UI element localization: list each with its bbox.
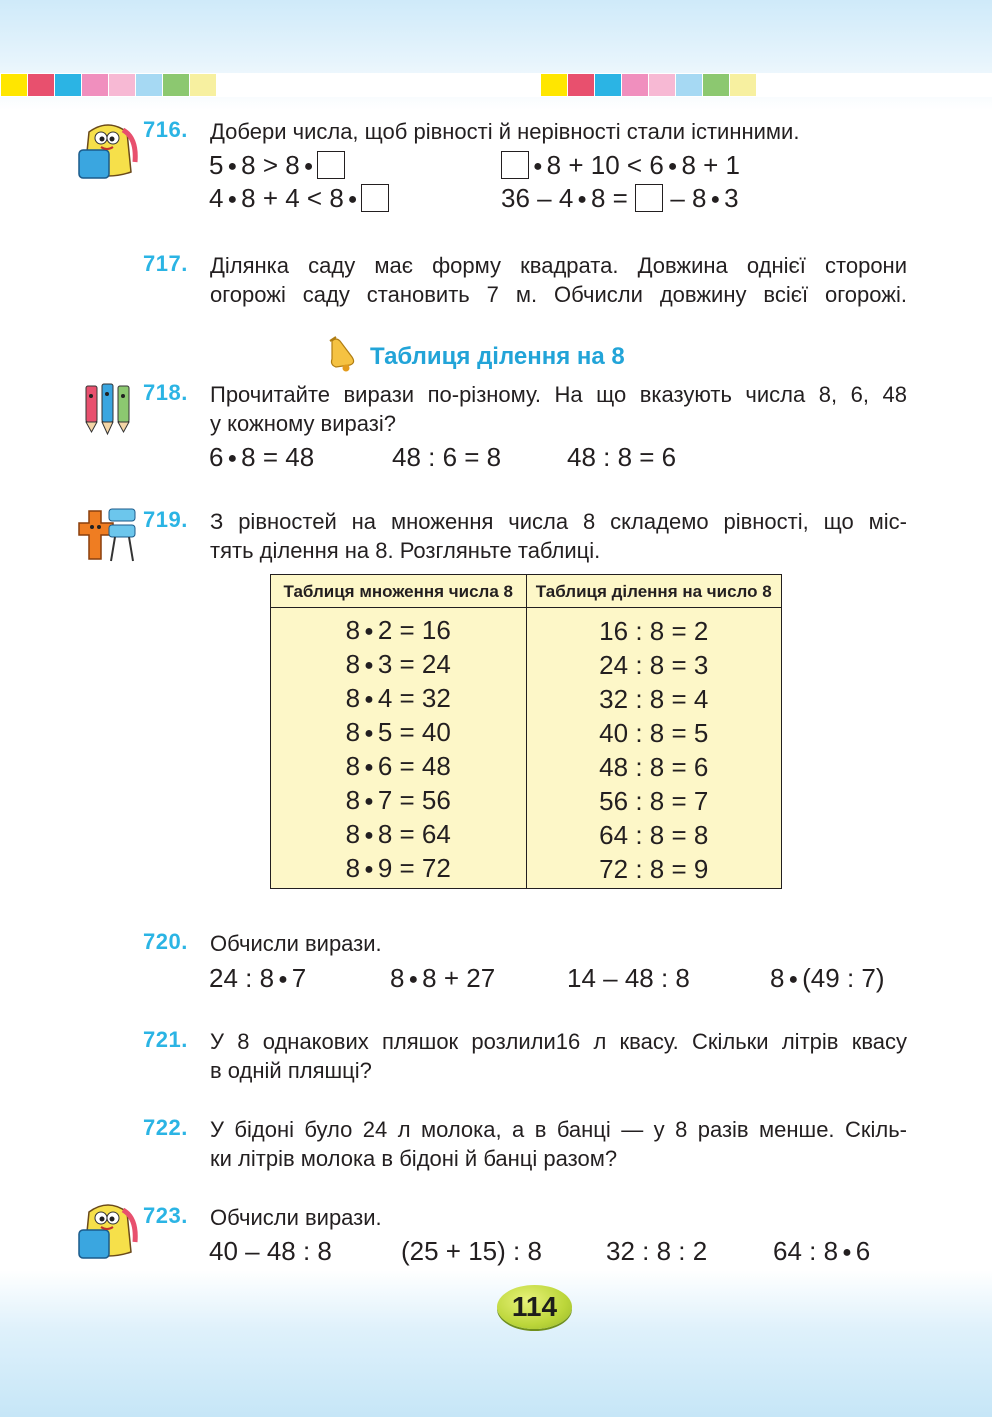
strip-cell — [621, 73, 648, 97]
expr-part: 5 — [209, 150, 224, 180]
expression-4 — [773, 1236, 870, 1267]
expr-part: 8 — [345, 853, 361, 883]
strip-cell — [54, 73, 81, 97]
expression-3: 48 : 8 = 6 — [567, 442, 677, 472]
division-cell: 72 : 8 = 9 — [526, 852, 782, 889]
strip-cell — [540, 73, 567, 97]
multiply-dot: ● — [278, 971, 288, 988]
multiply-dot: ● — [364, 827, 374, 844]
strip-cell — [27, 73, 54, 97]
multiplication-cell — [271, 648, 527, 682]
strip-cell — [513, 73, 540, 97]
expr-part: (49 : 7) — [802, 963, 885, 993]
expr-part: 8 — [390, 963, 405, 993]
multiplication-division-table — [270, 574, 782, 889]
expr-part: 3 — [724, 183, 739, 213]
expression-3: 14 – 48 : 8 — [567, 963, 690, 993]
expr-part: 7 — [291, 963, 307, 993]
strip-cell — [729, 73, 756, 97]
inequality-2 — [501, 150, 740, 181]
task-number: 721. — [143, 1027, 188, 1052]
multiply-dot: ● — [227, 450, 238, 467]
task-number: 720. — [143, 929, 188, 954]
strip-cell — [891, 73, 918, 97]
task-number: 717. — [143, 251, 188, 276]
strip-cell — [702, 73, 729, 97]
strip-cell — [756, 73, 783, 97]
bell-icon — [326, 335, 360, 378]
expr-part: 36 – 4 — [501, 183, 574, 213]
expr-part: 64 : 8 — [773, 1236, 839, 1266]
strip-cell — [837, 73, 864, 97]
expr-part: 8 — [345, 717, 361, 747]
expr-part: 8 — [345, 819, 361, 849]
task-text-line1: З рівностей на множення числа 8 складемо рівності, що міс- — [210, 509, 907, 534]
decorative-color-strip — [0, 73, 992, 100]
expr-part: 6 — [209, 442, 224, 472]
multiplication-cell — [271, 784, 527, 818]
table-header-multiplication: Таблиця множення числа 8 — [271, 575, 527, 608]
expr-part: 6 = 48 — [377, 751, 451, 781]
expr-part: 8 + 27 — [422, 963, 496, 993]
expression-2: 48 : 6 = 8 — [392, 442, 502, 472]
multiply-dot: ● — [364, 861, 374, 878]
page-number: 114 — [511, 1291, 558, 1322]
strip-cell — [108, 73, 135, 97]
strip-cell — [351, 73, 378, 97]
expr-part: 8 > 8 — [241, 150, 300, 180]
strip-cell — [594, 73, 621, 97]
table-row — [271, 852, 782, 889]
pencils-icon — [80, 380, 142, 441]
division-cell: 48 : 8 = 6 — [526, 750, 782, 784]
strip-cell — [675, 73, 702, 97]
multiply-dot: ● — [364, 725, 374, 742]
task-text: Обчисли вирази. — [210, 1205, 382, 1230]
expr-part: 8 + 10 < 6 — [546, 150, 664, 180]
expr-part: 5 = 40 — [377, 717, 451, 747]
multiply-dot: ● — [364, 691, 374, 708]
table-row — [271, 716, 782, 750]
inequality-1 — [209, 150, 345, 181]
expr-part: 2 = 16 — [377, 615, 451, 645]
expression-2 — [390, 963, 495, 994]
answer-box[interactable] — [635, 184, 663, 212]
page-number-badge — [497, 1285, 572, 1329]
expr-part: 8 = 64 — [377, 819, 451, 849]
expr-part: 4 — [209, 183, 224, 213]
strip-cell — [324, 73, 351, 97]
bottom-gradient-band — [0, 1270, 992, 1417]
division-cell: 16 : 8 = 2 — [526, 608, 782, 649]
multiply-dot: ● — [364, 759, 374, 776]
strip-cell — [297, 73, 324, 97]
backpack-icon — [75, 120, 141, 187]
strip-cell — [243, 73, 270, 97]
division-cell: 24 : 8 = 3 — [526, 648, 782, 682]
strip-cell — [162, 73, 189, 97]
multiply-dot: ● — [227, 158, 238, 175]
task-number: 719. — [143, 507, 188, 532]
multiply-dot: ● — [303, 158, 314, 175]
math-signs-icon — [75, 503, 141, 570]
table-header-division: Таблиця ділення на число 8 — [526, 575, 782, 608]
task-text: Обчисли вирази. — [210, 931, 382, 956]
multiply-dot: ● — [364, 793, 374, 810]
multiplication-cell — [271, 682, 527, 716]
expression-1 — [209, 442, 314, 473]
answer-box[interactable] — [501, 151, 529, 179]
multiply-dot: ● — [788, 971, 799, 988]
multiply-dot: ● — [533, 158, 543, 175]
expr-part: 4 = 32 — [377, 683, 451, 713]
multiply-dot: ● — [667, 158, 678, 175]
answer-box[interactable] — [317, 151, 345, 179]
expr-part: 8 — [345, 683, 361, 713]
multiplication-cell — [271, 608, 527, 649]
expression-1: 40 – 48 : 8 — [209, 1236, 332, 1266]
multiply-dot: ● — [577, 191, 587, 208]
expression-2: (25 + 15) : 8 — [401, 1236, 542, 1266]
multiply-dot: ● — [710, 191, 721, 208]
expression-3: 32 : 8 : 2 — [606, 1236, 708, 1266]
expression-4 — [770, 963, 885, 994]
table-row — [271, 608, 782, 649]
strip-cell — [135, 73, 162, 97]
section-heading — [326, 335, 625, 378]
equation-4 — [501, 183, 739, 214]
multiply-dot: ● — [364, 657, 374, 674]
backpack-icon — [75, 1200, 141, 1267]
division-cell: 40 : 8 = 5 — [526, 716, 782, 750]
task-number: 716. — [143, 117, 188, 142]
strip-cell — [972, 73, 992, 97]
strip-cell — [486, 73, 513, 97]
strip-cell — [189, 73, 216, 97]
strip-cell — [810, 73, 837, 97]
expr-part: 8 = — [590, 183, 628, 213]
expr-part: 8 — [345, 615, 361, 645]
strip-cell — [459, 73, 486, 97]
expr-part: 9 = 72 — [377, 853, 451, 883]
expr-part: 8 + 1 — [681, 150, 741, 180]
multiply-dot: ● — [347, 191, 358, 208]
strip-cell — [864, 73, 891, 97]
multiply-dot: ● — [408, 971, 419, 988]
expr-part: 8 — [770, 963, 785, 993]
multiplication-cell — [271, 750, 527, 784]
strip-cell — [378, 73, 405, 97]
task-text-line2: у кожному виразі? — [210, 411, 396, 436]
table-row — [271, 750, 782, 784]
expr-part: 8 = 48 — [241, 442, 315, 472]
task-text-line1: У 8 однакових пляшок розлили16 л квасу. Скільки літрів квасу — [210, 1029, 907, 1054]
table-row — [271, 784, 782, 818]
task-text-line1: Ділянка саду має форму квадрата. Довжина однієї сторони — [210, 253, 907, 278]
task-text-line1: Прочитайте вирази по-різному. На що вказують числа 8, 6, 48 — [210, 382, 907, 407]
multiply-dot: ● — [364, 623, 374, 640]
inequality-3 — [209, 183, 389, 214]
task-text: Добери числа, щоб рівності й нерівності стали істинними. — [210, 119, 800, 144]
multiplication-cell — [271, 716, 527, 750]
strip-cell — [270, 73, 297, 97]
task-text-line2: в одній пляшці? — [210, 1058, 372, 1083]
strip-cell — [81, 73, 108, 97]
multiply-dot: ● — [842, 1244, 852, 1261]
expr-part: 8 — [345, 649, 361, 679]
table-row — [271, 818, 782, 852]
expr-part: 7 = 56 — [377, 785, 451, 815]
expr-part: 3 = 24 — [377, 649, 451, 679]
task-number: 722. — [143, 1115, 188, 1140]
strip-cell — [405, 73, 432, 97]
expr-part: – 8 — [670, 183, 707, 213]
task-text-line2: ки літрів молока в бідоні й банці разом? — [210, 1146, 618, 1171]
division-cell: 32 : 8 = 4 — [526, 682, 782, 716]
expr-part: 24 : 8 — [209, 963, 275, 993]
multiplication-cell — [271, 818, 527, 852]
section-heading-text: Таблиця ділення на 8 — [370, 342, 625, 370]
strip-cell — [432, 73, 459, 97]
multiplication-cell — [271, 852, 527, 889]
task-text-line1: У бідоні було 24 л молока, а в банці — у 8 разів менше. Скіль- — [210, 1117, 907, 1142]
strip-cell — [783, 73, 810, 97]
strip-cell — [648, 73, 675, 97]
strip-cell — [0, 73, 27, 97]
expression-1 — [209, 963, 306, 994]
expr-part: 8 — [345, 785, 361, 815]
task-number: 718. — [143, 380, 188, 405]
expr-part: 8 — [345, 751, 361, 781]
answer-box[interactable] — [361, 184, 389, 212]
expr-part: 6 — [855, 1236, 871, 1266]
table-row — [271, 682, 782, 716]
task-text-line2: огорожі саду становить 7 м. Обчисли довжину всієї огорожі. — [210, 282, 907, 307]
expr-part: 8 + 4 < 8 — [241, 183, 344, 213]
task-text-line2: тять ділення на 8. Розгляньте таблиці. — [210, 538, 601, 563]
strip-cell — [918, 73, 945, 97]
strip-cell — [945, 73, 972, 97]
division-cell: 56 : 8 = 7 — [526, 784, 782, 818]
strip-cell — [567, 73, 594, 97]
division-cell: 64 : 8 = 8 — [526, 818, 782, 852]
task-number: 723. — [143, 1203, 188, 1228]
table-row — [271, 648, 782, 682]
strip-cell — [216, 73, 243, 97]
multiply-dot: ● — [227, 191, 238, 208]
